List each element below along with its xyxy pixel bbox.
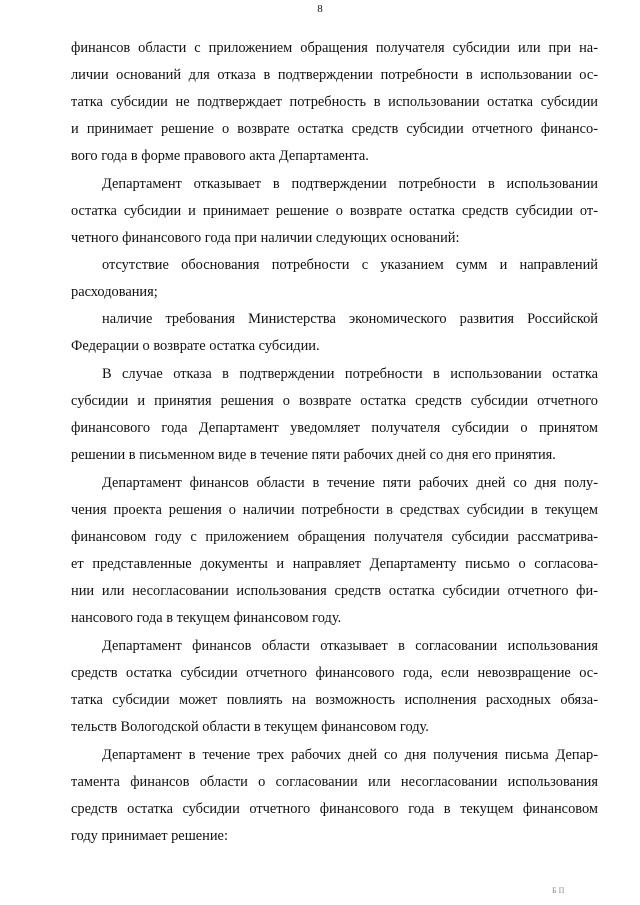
text-line: году принимает решение:	[71, 828, 228, 844]
text-line: нансового года в текущем финансовом году.	[71, 610, 342, 626]
text-line: тамента финансов области о согласовании или несогласовании использования	[71, 774, 598, 790]
text-line: вого года в форме правового акта Департамента.	[71, 148, 369, 164]
text-line: Федерации о возврате остатка субсидии.	[71, 338, 320, 354]
text-line: и принимает решение о возврате остатка средств субсидии отчетного финансо-	[71, 121, 598, 137]
text-line: ет представленные документы и направляет Департаменту письмо о согласова-	[71, 556, 598, 572]
text-line: татка субсидии может повлиять на возможность исполнения расходных обяза-	[71, 692, 598, 708]
text-line: татка субсидии не подтверждает потребность в использовании остатка субсидии	[71, 94, 598, 110]
text-line: средств остатка субсидии отчетного финансового года в текущем финансовом	[71, 801, 598, 817]
text-line: наличие требования Министерства экономического развития Российской	[102, 311, 598, 327]
text-line: тельств Вологодской области в текущем финансовом году.	[71, 719, 429, 735]
text-line: Департамент в течение трех рабочих дней со дня получения письма Депар-	[102, 747, 598, 763]
text-line: Департамент отказывает в подтверждении потребности в использовании	[102, 176, 598, 192]
page-number: 8	[317, 3, 323, 15]
text-line: Департамент финансов области отказывает в согласовании использования	[102, 638, 598, 654]
text-line: нии или несогласовании использования средств остатка субсидии отчетного фи-	[71, 583, 598, 599]
text-line: финансовом году с приложением обращения получателя субсидии рассматрива-	[71, 529, 598, 545]
text-line: решении в письменном виде в течение пяти рабочих дней со дня его принятия.	[71, 447, 556, 463]
text-line: личии оснований для отказа в подтверждении потребности в использовании ос-	[71, 67, 598, 83]
text-line: финансов области с приложением обращения получателя субсидии или при на-	[71, 40, 598, 56]
margin-mark: Б П	[552, 886, 565, 895]
text-line: отсутствие обоснования потребности с указанием сумм и направлений	[102, 257, 598, 273]
text-line: остатка субсидии и принимает решение о возврате остатка средств субсидии от-	[71, 203, 598, 219]
text-line: четного финансового года при наличии следующих оснований:	[71, 230, 460, 246]
text-line: финансового года Департамент уведомляет получателя субсидии о принятом	[71, 420, 598, 436]
text-line: чения проекта решения о наличии потребности в средствах субсидии в текущем	[71, 502, 598, 518]
text-line: В случае отказа в подтверждении потребности в использовании остатка	[102, 366, 598, 382]
text-line: субсидии и принятия решения о возврате остатка средств субсидии отчетного	[71, 393, 598, 409]
text-line: средств остатка субсидии отчетного финансового года, если невозвращение ос-	[71, 665, 598, 681]
text-line: расходования;	[71, 284, 158, 300]
text-line: Департамент финансов области в течение пяти рабочих дней со дня полу-	[102, 475, 598, 491]
